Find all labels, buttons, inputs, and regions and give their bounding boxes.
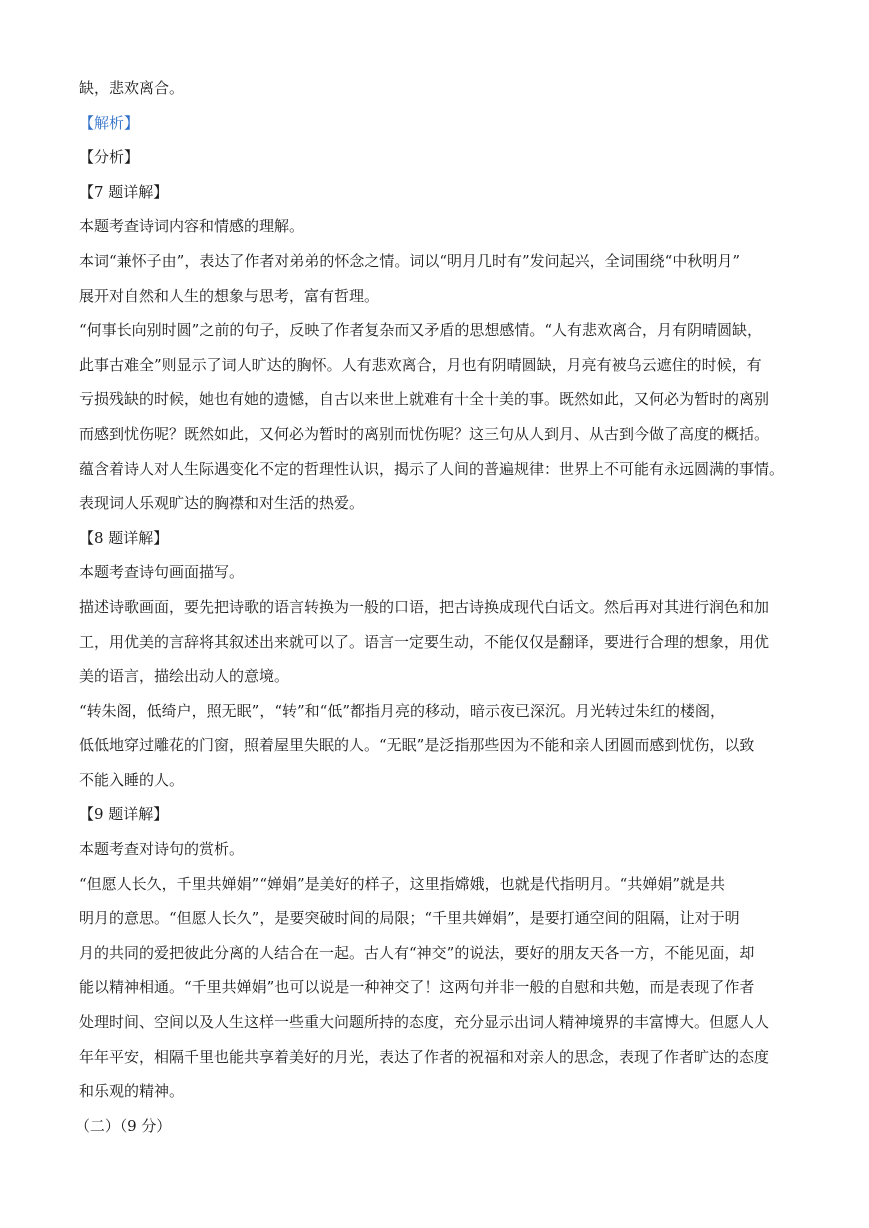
- text-line: 【7 题详解】: [79, 182, 169, 201]
- section-heading: （二）（9 分）: [75, 1116, 172, 1135]
- text-line: 描述诗歌画面，要先把诗歌的语言转换为一般的口语，把古诗换成现代白话文。然后再对其进行润色和加: [79, 597, 770, 616]
- text-line: 美的语言，描绘出动人的意境。: [79, 667, 290, 686]
- document-body: [75, 71, 799, 1143]
- text-line: 展开对自然和人生的想象与思考，富有哲理。: [79, 286, 380, 305]
- analysis-heading: 【解析】: [79, 113, 140, 132]
- text-line: “转朱阁，低绮户，照无眠”，“转”和“低”都指月亮的移动，暗示夜已深沉。月光转过朱红的楼阁，: [79, 701, 726, 720]
- text-line: 本题考查诗词内容和情感的理解。: [79, 217, 305, 236]
- text-line: 而感到忧伤呢？既然如此，又何必为暂时的离别而忧伤呢？这三句从人到月、从古到今做了高度的概括。: [79, 424, 770, 443]
- text-line: 缺，悲欢离合。: [79, 79, 185, 97]
- text-line: 不能入睡的人。: [79, 770, 185, 789]
- text-line: 工，用优美的言辞将其叙述出来就可以了。语言一定要生动，不能仅仅是翻译，要进行合理的想象，用优: [79, 632, 770, 651]
- text-line: “何事长向别时圆”之前的句子，反映了作者复杂而又矛盾的思想感情。“人有悲欢离合，月有阴晴圆缺，: [79, 321, 763, 340]
- text-line: 表现词人乐观旷达的胸襟和对生活的热爱。: [79, 494, 365, 513]
- text-line: 【8 题详解】: [79, 528, 169, 547]
- text-line: 能以精神相通。“千里共婵娟”也可以说是一种神交了！这两句并非一般的自慰和共勉，而是表现了作者: [79, 978, 755, 997]
- text-line: 此事古难全”则显示了词人旷达的胸怀。人有悲欢离合，月也有阴晴圆缺，月亮有被乌云遮住的时候，有: [79, 355, 762, 374]
- text-line: 本词“兼怀子由”，表达了作者对弟弟的怀念之情。词以“明月几时有”发问起兴，全词围绕“中秋明月”: [79, 251, 741, 270]
- text-line: 月的共同的爱把彼此分离的人结合在一起。古人有“神交”的说法，要好的朋友天各一方，不能见面，却: [79, 943, 755, 962]
- text-line: 处理时间、空间以及人生这样一些重大问题所持的态度，充分显示出词人精神境界的丰富博大。但愿人人: [79, 1013, 770, 1032]
- text-line: 低低地穿过雕花的门窗，照着屋里失眠的人。“无眠”是泛指那些因为不能和亲人团圆而感到忧伤，以致: [79, 736, 755, 755]
- text-line: 【分析】: [79, 148, 140, 167]
- text-line: 【9 题详解】: [79, 805, 169, 824]
- text-line: 本题考查诗句画面描写。: [79, 563, 245, 582]
- text-line: 亏损残缺的时候，她也有她的遗憾，自古以来世上就难有十全十美的事。既然如此，又何必为暂时的离别: [79, 390, 770, 409]
- text-line: 年年平安，相隔千里也能共享着美好的月光，表达了作者的祝福和对亲人的思念，表现了作者旷达的态度: [79, 1047, 770, 1066]
- text-line: 本题考查对诗句的赏析。: [79, 840, 245, 859]
- text-line: 明月的意思。“但愿人长久”，是要突破时间的局限；“千里共婵娟”，是要打通空间的阻隔，让对于明: [79, 909, 740, 928]
- text-line: 蕴含着诗人对人生际遇变化不定的哲理性认识，揭示了人间的普遍规律：世界上不可能有永远圆满的事情。: [79, 459, 785, 478]
- text-line: “但愿人长久，千里共婵娟”“婵娟”是美好的样子，这里指嫦娥，也就是代指明月。“共婵娟”就是共: [79, 874, 726, 893]
- text-line: 和乐观的精神。: [79, 1082, 185, 1101]
